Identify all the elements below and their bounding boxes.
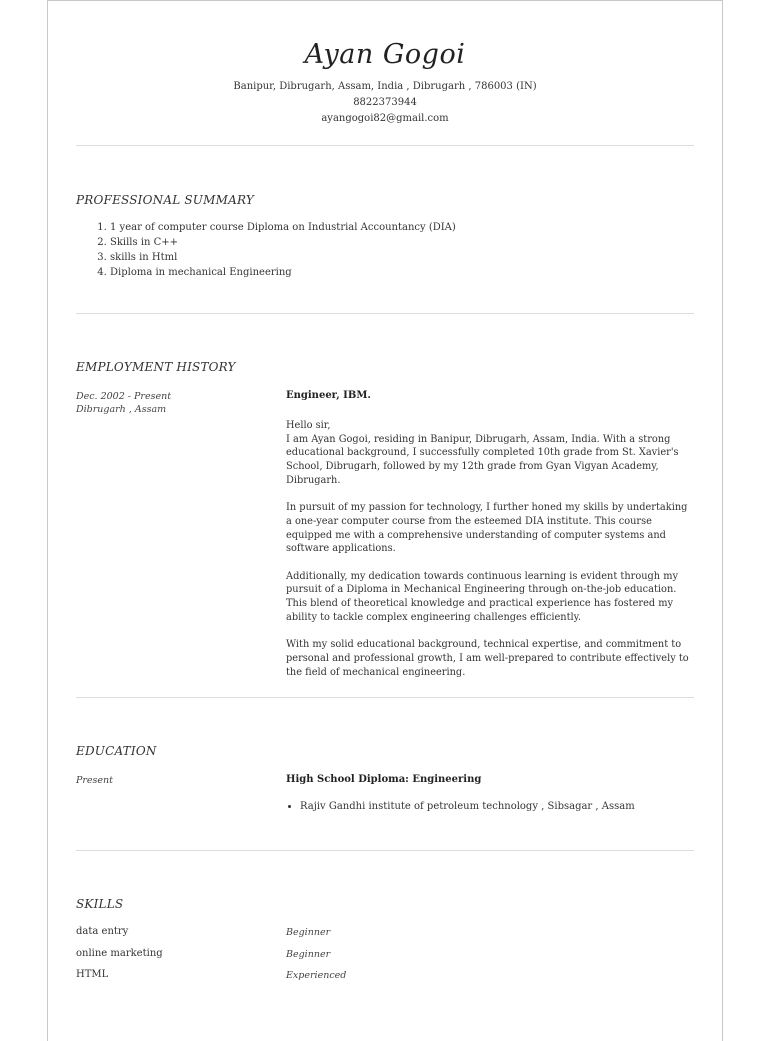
- divider: [76, 850, 694, 851]
- employment-dates: Dec. 2002 - Present: [76, 391, 172, 402]
- education-list: [286, 801, 635, 812]
- employment-heading: EMPLOYMENT HISTORY: [76, 360, 236, 374]
- resume-page: [47, 0, 723, 1041]
- email: ayangogoi82@gmail.com: [321, 113, 449, 124]
- degree: High School Diploma: Engineering: [286, 774, 482, 785]
- skill-name: HTML: [76, 969, 109, 980]
- divider: [76, 145, 694, 146]
- paragraph: With my solid educational background, technical expertise, and commitment to personal and professional growth, I am well-prepared to contribute effectively to the field of mechanical engineering.: [286, 639, 689, 678]
- summary-list: [76, 220, 456, 280]
- skill-name: online marketing: [76, 948, 163, 959]
- address: Banipur, Dibrugarh, Assam, India , Dibrugarh , 786003 (IN): [233, 81, 537, 92]
- skills-heading: SKILLS: [76, 897, 124, 911]
- employment-location: Dibrugarh , Assam: [76, 404, 167, 415]
- list-item: 1. 1 year of computer course Diploma on Industrial Accountancy (DIA): [110, 220, 456, 235]
- skill-level: Experienced: [286, 970, 347, 981]
- education-heading: EDUCATION: [76, 744, 157, 758]
- list-item: 2. Skills in C++: [110, 235, 456, 250]
- list-item: 3. skills in Html: [110, 250, 456, 265]
- paragraph: In pursuit of my passion for technology, I further honed my skills by undertaking a one-year computer course from the esteemed DIA institute. This course equipped me with a comprehensive understanding of computer systems and software applications.: [286, 502, 688, 555]
- skill-level: Beginner: [286, 927, 331, 938]
- paragraph: Hello sir, I am Ayan Gogoi, residing in Banipur, Dibrugarh, Assam, India. With a strong educational background, I successfully completed 10th grade from St. Xavier's School, Dibrugarh, followed by my 12th grade from Gyan Vigyan Academy, Dibrugarh.: [286, 420, 679, 486]
- skill-level: Beginner: [286, 949, 331, 960]
- education-dates: Present: [76, 775, 113, 786]
- candidate-name: Ayan Gogoi: [304, 39, 466, 70]
- list-item: • Rajiv Gandhi institute of petroleum technology , Sibsagar , Assam: [300, 801, 635, 812]
- job-description: [286, 419, 696, 693]
- divider: [76, 697, 694, 698]
- phone: 8822373944: [353, 97, 417, 108]
- divider: [76, 313, 694, 314]
- paragraph: Additionally, my dedication towards continuous learning is evident through my pursuit of a Diploma in Mechanical Engineering through on-the-job education. This blend of theoretical knowledge and practical experience has fostered my ability to tackle complex engineering challenges efficiently.: [286, 570, 679, 623]
- job-title: Engineer, IBM.: [286, 390, 371, 401]
- list-item: 4. Diploma in mechanical Engineering: [110, 265, 456, 280]
- summary-heading: PROFESSIONAL SUMMARY: [76, 193, 254, 207]
- skill-name: data entry: [76, 926, 129, 937]
